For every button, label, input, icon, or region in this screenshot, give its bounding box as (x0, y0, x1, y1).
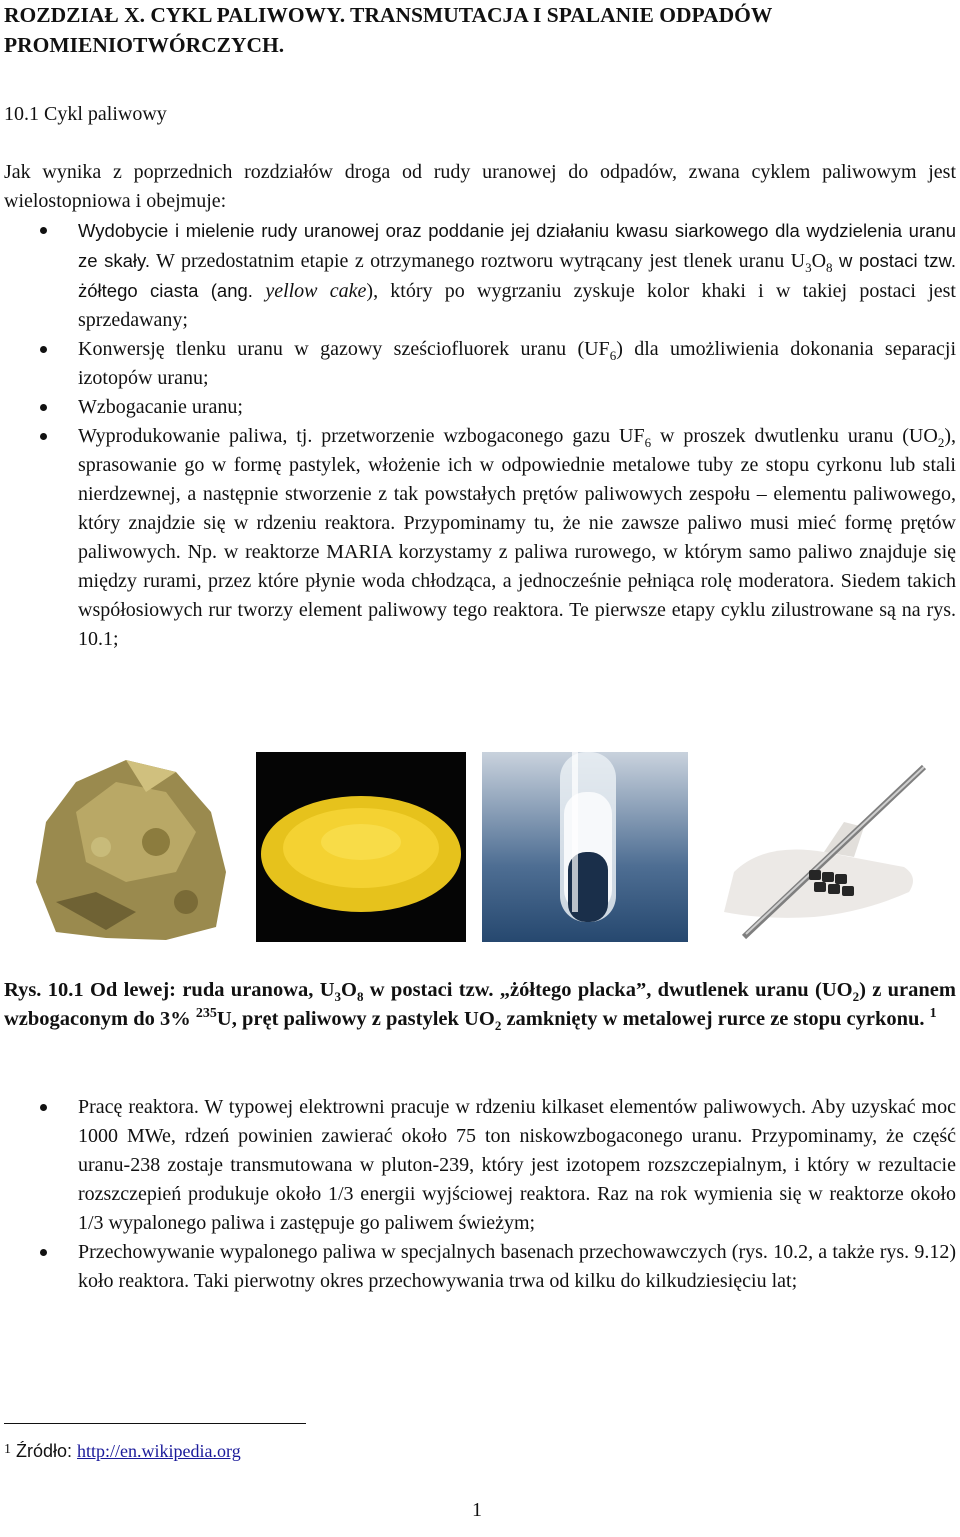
section-title: 10.1 Cykl paliwowy (4, 103, 167, 125)
fuel-cycle-list (0, 216, 956, 654)
footnote (4, 1437, 241, 1466)
list-item: Wyprodukowanie paliwa, tj. przetworzenie wzbogaconego gazu $UF_6$ w proszek dwutlenku uranu $(UO_2)$, sprasowanie go w formę pastylek, włożenie ich w odpowiednie metalowe tuby ze stopu cyrkonu lub stali nierdzewnej, a następnie stworzenie z tak powstałych prętów paliwowych zespołu – elementu paliwowego, który znajdzie się w rdzeniu reaktora. Przypominamy tu, że nie zawsze paliwo musi mieć formę prętów paliwowych. Np. w reaktorze MARIA korzystamy z paliwa rurowego, w którym samo paliwo znajduje się między rurami, przez które płynie woda chłodząca, a jednocześnie pełniąca rolę moderatora. Siedem takich współosiowych rur tworzy element paliwowy tego reaktora. Te pierwsze etapy cyklu zilustrowane są na rys. 10.1; (0, 422, 956, 654)
list-item: Wydobycie i mielenie rudy uranowej oraz poddanie jej działaniu kwasu siarkowego dla wydzielenia uranu ze skały. W przedostatnim etapie z otrzymanego roztworu wytrącany jest tlenek uranu $U_3O_8$ w postaci tzw. żółtego ciasta (ang. yellow cake), który po wygrzaniu zyskuje kolor khaki i w takiej postaci jest sprzedawany; (0, 216, 956, 335)
footnote-link[interactable]: http://en.wikipedia.org (77, 1441, 241, 1461)
italic-term: yellow cake (265, 280, 367, 302)
uranium-ore-photo (16, 752, 240, 942)
list-item-text: Wydobycie i mielenie rudy uranowej oraz poddanie jej działaniu kwasu siarkowego dla wydzielenia uranu ze skały. (78, 220, 956, 271)
footnote-mark: 1 (4, 1442, 11, 1457)
figure-caption: Rys. 10.1 Od lewej: ruda uranowa, $U_3O_8$ w postaci tzw. „żółtego placka”, dwutlenek uranu $(UO_2)$ z uranem wzbogaconym do 3% $^{235}$U, pręt paliwowy z pastylek $UO_2$ zamknięty w metalowej rurce ze stopu cyrkonu. $^1$ (4, 979, 956, 1034)
fuel-rod-photo (704, 752, 940, 942)
list-item: Przechowywanie wypalonego paliwa w specjalnych basenach przechowawczych (rys. 10.2, a także rys. 9.12) koło reaktora. Taki pierwotny okres przechowywania trwa od kilku do kilkudziesięciu lat; (0, 1238, 956, 1296)
footnote-reference[interactable]: 1 (929, 1006, 937, 1022)
footnote-divider (4, 1423, 306, 1424)
chapter-title: ROZDZIAŁ X. CYKL PALIWOWY. TRANSMUTACJA I SPALANIE ODPADÓW PROMIENIOTWÓRCZYCH. (4, 3, 772, 57)
list-item: Konwersję tlenku uranu w gazowy sześciofluorek uranu $(UF_6)$ dla umożliwienia dokonania separacji izotopów uranu; (0, 335, 956, 393)
intro-paragraph: Jak wynika z poprzednich rozdziałów droga od rudy uranowej do odpadów, zwana cyklem paliwowym jest wielostopniowa i obejmuje: (4, 161, 956, 212)
list-item: Wzbogacanie uranu; (0, 393, 956, 422)
figure-photos (16, 752, 940, 942)
list-item: Pracę reaktora. W typowej elektrowni pracuje w rdzeniu kilkaset elementów paliwowych. Aby uzyskać moc 1000 MWe, rdzeń powinien zawierać około 75 ton niskowzbogaconego uranu. Przypominamy, że część uranu-238 zostaje transmutowana w pluton-239, który jest izotopem rozszczepialnym, i który w rezultacie rozszczepień produkuje około 1/3 energii wyjściowej reaktora. Raz na rok wymienia się w reaktorze około 1/3 wypalonego paliwa i zastępuje go paliwem świeżym; (0, 1093, 956, 1238)
footnote-label: Źródło: (16, 1441, 78, 1461)
fuel-cycle-list-continued (0, 1093, 956, 1296)
page-number: 1 (472, 1499, 482, 1521)
uo2-test-tube-photo (482, 752, 688, 942)
yellowcake-photo (256, 752, 466, 942)
